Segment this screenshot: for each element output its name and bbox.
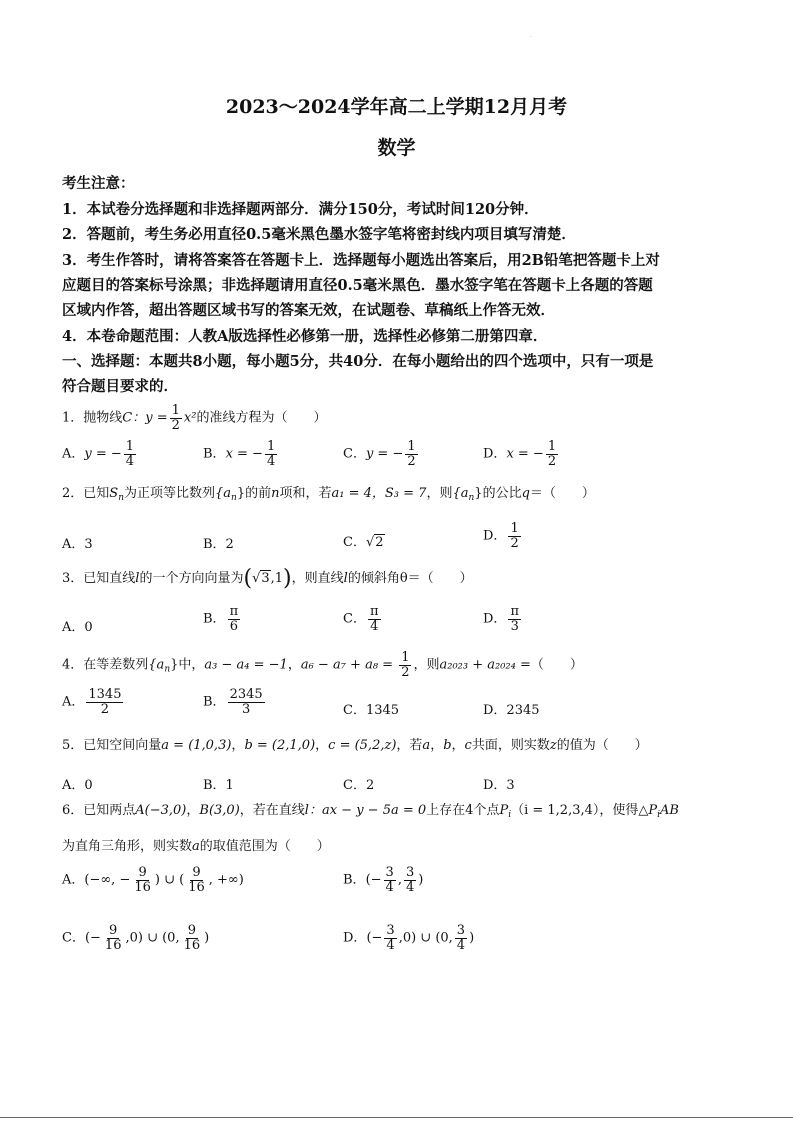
q5-option-c[interactable]: C．2 (343, 778, 375, 793)
q5-option-d[interactable]: D．3 (483, 778, 515, 793)
q6-option-c[interactable]: C．(− $\frac{9}{16}$ ,0) ∪ (0, $\frac{9}{16}$ ) (62, 923, 210, 953)
notice-line-6: 4．本卷命题范围：人教A版选择性必修第一册，选择性必修第二册第四章． (62, 328, 548, 345)
notice-heading: 考生注意： (62, 175, 135, 192)
notice-line-1: 1．本试卷分选择题和非选择题两部分．满分150分，考试时间120分钟． (62, 201, 539, 218)
q6-option-a[interactable]: A．(−∞, − $\frac{9}{16}$ ) ∪ ( $\frac{9}{16}$ , +∞) (62, 865, 244, 895)
question-2-stem: 2．已知$S_n$为正项等比数列$\{a_n\}$的前n项和，若a₁ = 4，S₃ = 7，则$\{a_n\}$的公比q＝（ ） (62, 486, 595, 503)
section-heading-line-2: 符合题目要求的． (62, 378, 178, 395)
q2-option-c[interactable]: C．√2 (343, 535, 384, 550)
question-6-stem-line-2: 为直角三角形，则实数a的取值范围为（ ） (62, 839, 330, 854)
q2-option-b[interactable]: B．2 (203, 537, 234, 552)
q3-option-c[interactable]: C． $\frac{\pi}{4}$ (343, 604, 379, 634)
q3-option-d[interactable]: D． $\frac{\pi}{3}$ (483, 604, 519, 634)
scan-mark: · (530, 34, 532, 41)
q1-option-b[interactable]: B．x = − $\frac{1}{4}$ (203, 439, 276, 469)
q5-option-a[interactable]: A．0 (62, 778, 93, 793)
section-heading-line-1: 一、选择题：本题共8小题，每小题5分，共40分．在每小题给出的四个选项中，只有一项是 (62, 353, 654, 370)
question-1-stem: 1．抛物线C：y = $\frac{1}{2}$ x²的准线方程为（ ） (62, 403, 327, 433)
q6-option-d[interactable]: D．(− $\frac{3}{4}$ ,0) ∪ (0, $\frac{3}{4}$ ) (343, 923, 475, 953)
question-6-stem: 6．已知两点A(−3,0)，B(3,0)，若在直线l：ax − y − 5a = 0上存在4个点$P_i(i = 1,2,3,4)$，使得$\triangle P_iAB$ (62, 803, 679, 820)
notice-line-2: 2．答题前，考生务必用直径0.5毫米黑色墨水签字笔将密封线内项目填写清楚． (62, 226, 576, 243)
q5-option-b[interactable]: B．1 (203, 778, 234, 793)
notice-line-5: 区域内作答，超出答题区域书写的答案无效，在试题卷、草稿纸上作答无效． (62, 302, 555, 319)
q4-option-d[interactable]: D．2345 (483, 703, 540, 718)
subject-title: 数学 (377, 137, 416, 159)
q2-option-a[interactable]: A．3 (62, 537, 93, 552)
q1-coefficient-fraction: $\frac{1}{2}$ (171, 403, 180, 433)
q1-option-d[interactable]: D．x = − $\frac{1}{2}$ (483, 439, 557, 469)
question-5-stem: 5．已知空间向量a = (1,0,3)，b = (2,1,0)，c = (5,2,z)，若a，b，c共面，则实数z的值为（ ） (62, 738, 648, 753)
q4-option-b[interactable]: B． $\frac{2345}{3}$ (203, 687, 263, 717)
q1-option-c[interactable]: C．y = − $\frac{1}{2}$ (343, 439, 416, 469)
question-4-stem: 4．在等差数列$\{a_n\}$中，a₃ − a₄ = −1，a₆ − a₇ + a₈ = $\frac{1}{2}$ ，则a₂₀₂₃ + a₂₀₂₄ =（ ） (62, 650, 583, 680)
q1-option-a[interactable]: A．y = − $\frac{1}{4}$ (62, 439, 135, 469)
page-title: 2023～2024学年高二上学期12月月考 (225, 96, 568, 118)
q3-option-a[interactable]: A．0 (62, 620, 93, 635)
q4-option-a[interactable]: A． $\frac{1345}{2}$ (62, 687, 122, 717)
question-3-stem: 3．已知直线l的一个方向向量为(√3,1)，则直线l的倾斜角θ＝（ ） (62, 566, 473, 591)
notice-line-4: 应题目的答案标号涂黑；非选择题请用直径0.5毫米黑色．墨水签字笔在答题卡上各题的答题 (62, 277, 653, 294)
q2-option-d[interactable]: D． $\frac{1}{2}$ (483, 521, 519, 551)
q6-option-b[interactable]: B．(− $\frac{3}{4}$ , $\frac{3}{4}$ ) (343, 865, 424, 895)
page-bottom-divider (0, 1117, 793, 1118)
notice-line-3: 3．考生作答时，请将答案答在答题卡上．选择题每小题选出答案后，用2B铅笔把答题卡上对 (62, 252, 660, 269)
q4-option-c[interactable]: C．1345 (343, 703, 400, 718)
q3-option-b[interactable]: B． $\frac{\pi}{6}$ (203, 604, 239, 634)
